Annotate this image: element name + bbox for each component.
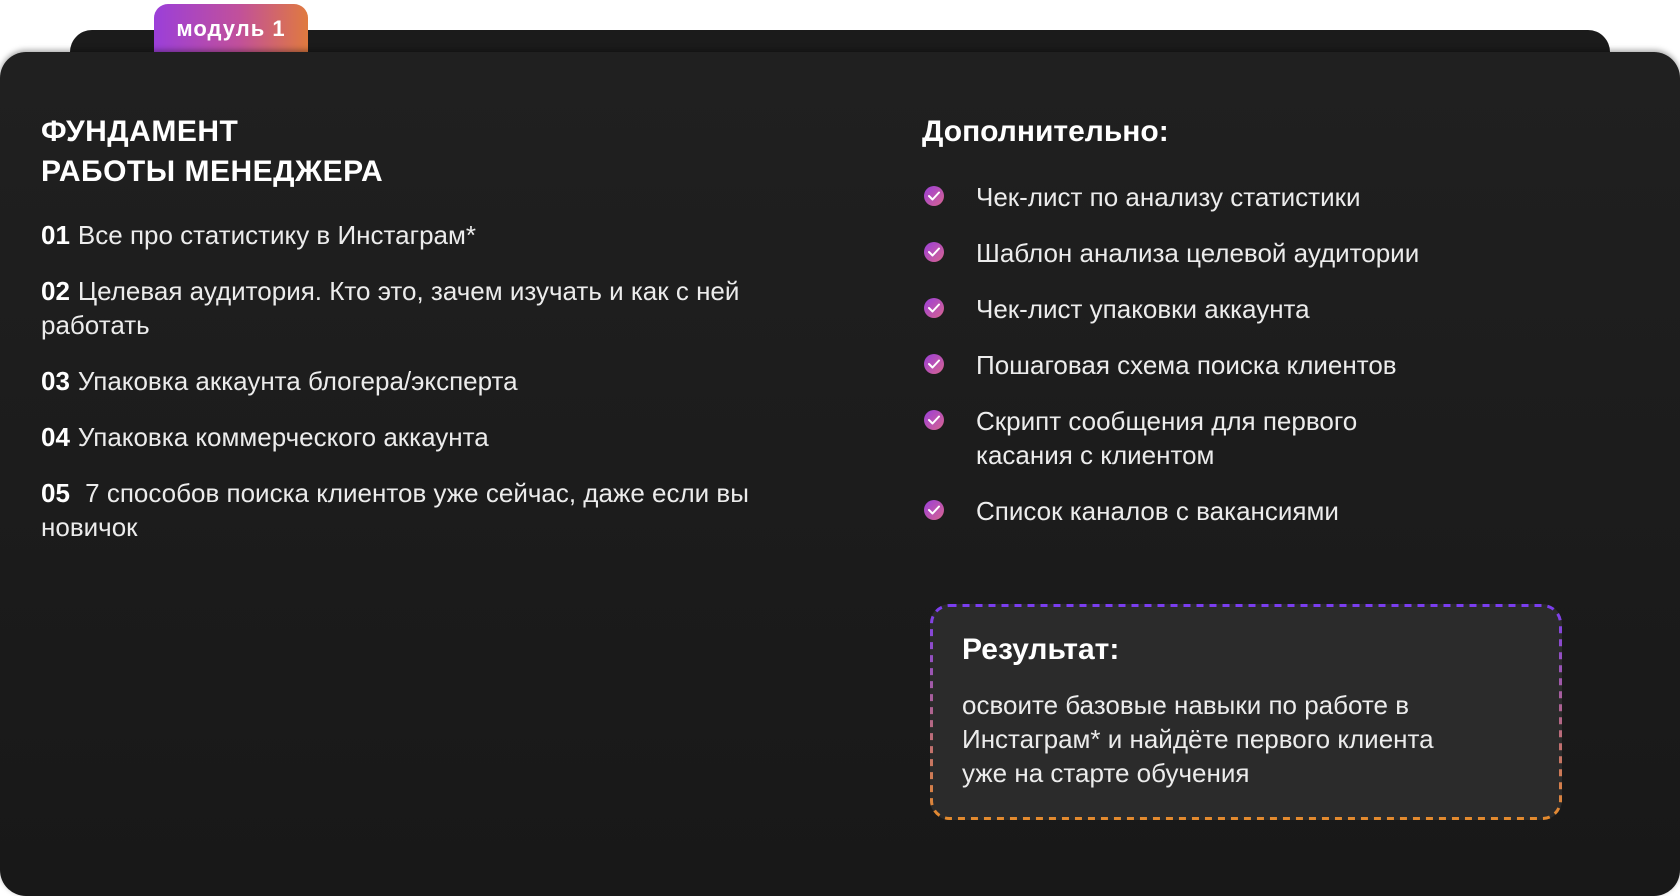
extras-item (922, 494, 1622, 528)
check-circle-icon (924, 354, 944, 374)
check-circle-icon (924, 410, 944, 430)
extras-item-text: Скрипт сообщения для первого касания с клиентом (976, 406, 1358, 470)
extras-item (922, 236, 1622, 270)
module-title-line1: ФУНДАМЕНТ (41, 115, 239, 148)
lesson-item (41, 476, 781, 544)
lesson-list (41, 218, 781, 566)
module-title-line2: РАБОТЫ МЕНЕДЖЕРА (41, 155, 384, 188)
extras-item-text: Пошаговая схема поиска клиентов (976, 350, 1397, 380)
extras-item (922, 348, 1622, 382)
extras-list (922, 180, 1622, 550)
extras-item (922, 404, 1622, 472)
extras-item (922, 292, 1622, 326)
lesson-number: 05 (41, 478, 70, 508)
extras-title: Дополнительно: (922, 115, 1169, 148)
check-circle-icon (924, 242, 944, 262)
extras-item (922, 180, 1622, 214)
lesson-text: Упаковка коммерческого аккаунта (77, 422, 489, 452)
lesson-number: 02 (41, 276, 70, 306)
lesson-text: Целевая аудитория. Кто это, зачем изучать и как с ней работать (41, 276, 740, 340)
extras-item-text: Список каналов с вакансиями (976, 496, 1339, 526)
lesson-item (41, 218, 781, 252)
extras-item-text: Шаблон анализа целевой аудитории (976, 238, 1420, 268)
lesson-number: 03 (41, 366, 70, 396)
extras-item-text: Чек-лист по анализу статистики (976, 182, 1361, 212)
check-circle-icon (924, 298, 944, 318)
result-text: освоите базовые навыки по работе в Инстаграм* и найдёте первого клиента уже на старте обучения (962, 690, 1434, 788)
lesson-item (41, 364, 781, 398)
lesson-number: 01 (41, 220, 70, 250)
check-circle-icon (924, 186, 944, 206)
module-title (41, 112, 383, 192)
lesson-number: 04 (41, 422, 70, 452)
result-box (930, 604, 1562, 820)
result-title: Результат: (962, 633, 1120, 666)
module-tab-label: модуль 1 (176, 16, 286, 41)
module-card (0, 52, 1680, 896)
lesson-text: 7 способов поиска клиентов уже сейчас, даже если вы новичок (41, 478, 749, 542)
lesson-text: Упаковка аккаунта блогера/эксперта (77, 366, 518, 396)
extras-item-text: Чек-лист упаковки аккаунта (976, 294, 1310, 324)
lesson-item (41, 274, 781, 342)
check-circle-icon (924, 500, 944, 520)
lesson-text: Все про статистику в Инстаграм* (77, 220, 476, 250)
lesson-item (41, 420, 781, 454)
